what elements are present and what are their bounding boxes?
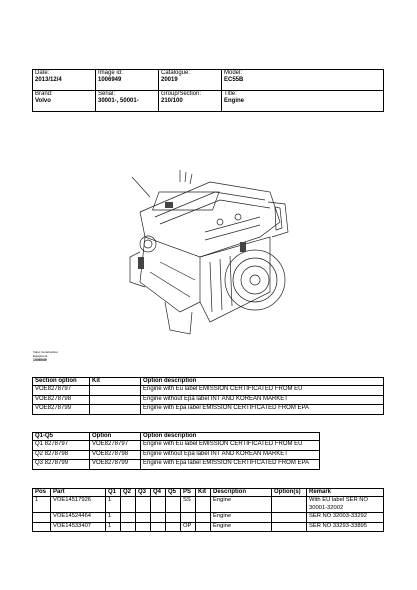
column-header: Q3 — [136, 489, 151, 497]
title-value: Engine — [224, 98, 245, 105]
table-cell — [151, 513, 166, 523]
date-label: Date: — [35, 70, 50, 76]
table-cell — [181, 513, 196, 523]
table-cell — [90, 386, 141, 396]
group-value: 210/100 — [161, 98, 183, 105]
table-cell: VOE8278798 — [90, 450, 141, 460]
table-cell — [196, 513, 211, 523]
table-row — [33, 522, 384, 532]
q-option-table — [32, 432, 320, 470]
table-cell: VOE14517926 — [51, 497, 106, 513]
table-cell: SER NO 33293-33895 — [307, 522, 384, 532]
brand-label: Brand: — [35, 91, 53, 97]
table-cell — [33, 522, 51, 532]
table-cell — [196, 522, 211, 532]
serial-value: 30001-, 50001- — [98, 98, 139, 105]
table-cell — [136, 497, 151, 513]
table-header-row — [33, 378, 384, 386]
table-row — [33, 386, 384, 396]
table-cell — [166, 522, 181, 532]
catalogue-label: Catalogue: — [161, 70, 191, 76]
table-cell — [196, 497, 211, 513]
column-header: Option description — [141, 433, 320, 441]
table-cell: Engine — [211, 522, 272, 532]
column-header: Option — [90, 433, 141, 441]
column-header: Description — [211, 489, 272, 497]
date-value: 2013/12/4 — [35, 77, 62, 84]
image-id-value: 1006949 — [98, 77, 122, 84]
table-cell: Engine without Epa label INT AND KOREAN MARKET — [141, 395, 384, 405]
column-header: PS — [181, 489, 196, 497]
table-cell: Q3 8278799 — [33, 460, 90, 470]
table-header-row — [33, 433, 320, 441]
table-cell: 1 — [106, 522, 121, 532]
image-caption-line1: Volvo Construction — [33, 350, 59, 354]
table-cell: 1 — [106, 497, 121, 513]
column-header: Kit — [196, 489, 211, 497]
table-cell — [272, 522, 307, 532]
column-header: Q4 — [151, 489, 166, 497]
table-cell: VOE8278797 — [33, 386, 90, 396]
image-caption-id: 1006949 — [33, 358, 47, 362]
table-cell — [151, 497, 166, 513]
table-cell — [90, 395, 141, 405]
table-cell — [151, 522, 166, 532]
column-header: Section option — [33, 378, 90, 386]
model-value: EC55B — [224, 77, 244, 84]
table-cell — [33, 513, 51, 523]
table-cell: VOE14533407 — [51, 522, 106, 532]
table-cell: 1 — [33, 497, 51, 513]
column-header: Pos — [33, 489, 51, 497]
column-header: Q5 — [166, 489, 181, 497]
title-cell — [222, 91, 384, 112]
table-cell: With EU label SER NO 30001-32002 — [307, 497, 384, 513]
table-row — [33, 513, 384, 523]
column-header: Part — [51, 489, 106, 497]
table-cell: Engine — [211, 513, 272, 523]
table-cell: VOE14524464 — [51, 513, 106, 523]
engine-illustration — [120, 162, 300, 342]
group-label: Group/Section: — [161, 91, 202, 97]
date-cell — [33, 70, 96, 91]
image-id-cell — [96, 70, 159, 91]
table-cell: Engine with Eu label EMISSION CERTIFICATED FROM EU — [141, 441, 320, 451]
table-cell — [166, 513, 181, 523]
table-row — [33, 441, 320, 451]
table-cell: Engine with Epa label EMISSION CERTIFICATED FROM EPA — [141, 405, 384, 415]
table-cell: Engine with Eu label EMISSION CERTIFICATED FROM EU — [141, 386, 384, 396]
image-caption — [33, 350, 58, 362]
image-caption-line2: Equipment — [33, 354, 48, 358]
table-cell — [121, 497, 136, 513]
catalogue-cell — [159, 70, 222, 91]
table-cell: SER NO 32003-33292 — [307, 513, 384, 523]
header-info-table — [32, 69, 384, 112]
table-cell: VOE8278797 — [90, 441, 141, 451]
brand-value: Volvo — [35, 98, 51, 105]
column-header: Q2 — [121, 489, 136, 497]
catalogue-value: 20019 — [161, 77, 178, 84]
column-header: Remark — [307, 489, 384, 497]
image-id-label: Image id: — [98, 70, 123, 76]
column-header: Option(s) — [272, 489, 307, 497]
table-cell: SS — [181, 497, 196, 513]
table-cell — [136, 522, 151, 532]
table-cell: VOE8278799 — [33, 405, 90, 415]
table-row — [33, 460, 320, 470]
table-cell — [166, 497, 181, 513]
group-cell — [159, 91, 222, 112]
table-cell: OP — [181, 522, 196, 532]
table-cell: Engine without Epa label INT AND KOREAN MARKET — [141, 450, 320, 460]
table-cell: Q1 8278797 — [33, 441, 90, 451]
model-label: Model: — [224, 70, 243, 76]
table-cell: VOE8278798 — [33, 395, 90, 405]
table-cell: Q2 8278798 — [33, 450, 90, 460]
table-header-row — [33, 489, 384, 497]
table-cell — [136, 513, 151, 523]
table-cell — [90, 405, 141, 415]
table-cell: Engine — [211, 497, 272, 513]
model-cell — [222, 70, 384, 91]
table-cell — [121, 513, 136, 523]
title-label: Title: — [224, 91, 237, 97]
column-header: Q1-Q5 — [33, 433, 90, 441]
table-row — [33, 497, 384, 513]
table-cell — [272, 513, 307, 523]
brand-cell — [33, 91, 96, 112]
column-header: Kit — [90, 378, 141, 386]
parts-table — [32, 488, 384, 532]
table-cell — [121, 522, 136, 532]
column-header: Option description — [141, 378, 384, 386]
table-cell: Engine with Epa label EMISSION CERTIFICATED FROM EPA — [141, 460, 320, 470]
table-row — [33, 395, 384, 405]
table-row — [33, 450, 320, 460]
section-option-table — [32, 377, 384, 415]
serial-cell — [96, 91, 159, 112]
serial-label: Serial: — [98, 91, 116, 97]
table-cell — [272, 497, 307, 513]
column-header: Q1 — [106, 489, 121, 497]
table-cell: VOE8278799 — [90, 460, 141, 470]
table-row — [33, 405, 384, 415]
table-cell: 1 — [106, 513, 121, 523]
